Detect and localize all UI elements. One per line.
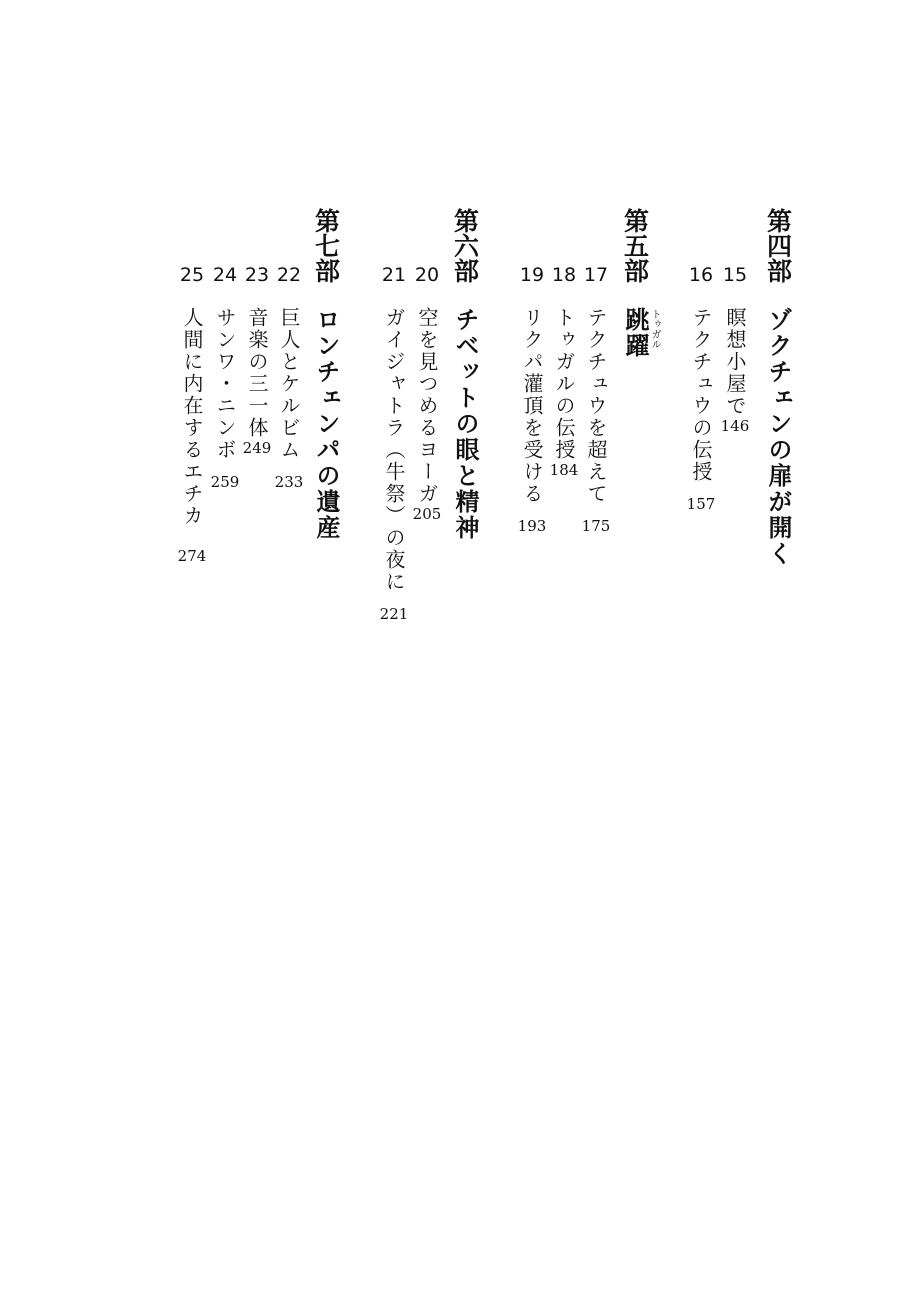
part-title: 跳躍 — [621, 307, 650, 359]
part-4-heading — [758, 208, 798, 567]
part-label: 第七部 — [311, 208, 341, 283]
page-number: 259 — [210, 473, 240, 491]
part-7-heading — [306, 208, 346, 541]
toc-entry[interactable] — [718, 266, 752, 434]
chapter-number: 19 — [519, 264, 545, 286]
part-title: ロンチェンパの遺産 — [312, 307, 341, 541]
toc-entry[interactable] — [208, 266, 242, 490]
part-6-heading — [445, 208, 485, 541]
chapter-number: 25 — [179, 264, 205, 286]
chapter-title: リクパ灌頂を受ける — [520, 307, 544, 505]
page-number: 205 — [412, 505, 442, 523]
page-number: 274 — [177, 547, 207, 565]
chapter-title: 空を見つめるヨーガ — [415, 307, 439, 505]
chapter-title: テクチュウを超えて — [584, 307, 608, 505]
chapter-number: 21 — [381, 264, 407, 286]
chapter-title: 巨人とケルビム — [277, 307, 301, 461]
chapter-number: 15 — [722, 264, 748, 286]
chapter-title: 人間に内在するエチカ — [180, 307, 204, 527]
chapter-title: サンワ・ニンボ — [213, 307, 237, 461]
part-title-with-ruby — [621, 307, 660, 363]
part-label: 第四部 — [763, 208, 793, 283]
chapter-title: ガイジャトラ（牛祭）の夜に — [382, 307, 406, 593]
chapter-title: テクチュウの伝授 — [689, 307, 713, 483]
chapter-title: トゥガルの伝授 — [552, 307, 576, 461]
toc-entry[interactable] — [175, 266, 209, 564]
toc-entry[interactable] — [240, 266, 274, 456]
page-number: 184 — [549, 461, 579, 479]
part-5-heading — [615, 208, 660, 363]
chapter-title: 音楽の三一体 — [245, 307, 269, 439]
chapter-number: 24 — [212, 264, 238, 286]
chapter-number: 22 — [276, 264, 302, 286]
chapter-number: 18 — [551, 264, 577, 286]
chapter-title: 瞑想小屋で — [723, 307, 747, 417]
toc-entry[interactable] — [546, 266, 582, 478]
toc-entry[interactable] — [514, 266, 550, 534]
toc-entry[interactable] — [272, 266, 306, 490]
chapter-number: 17 — [583, 264, 609, 286]
part-title: ゾクチェンの扉が開く — [764, 307, 793, 567]
chapter-number: 20 — [414, 264, 440, 286]
toc-entry[interactable] — [410, 266, 444, 522]
toc-entry[interactable] — [684, 266, 718, 512]
chapter-number: 23 — [244, 264, 270, 286]
page-number: 233 — [274, 473, 304, 491]
part-label: 第六部 — [450, 208, 480, 283]
toc-entry[interactable] — [377, 266, 411, 622]
part-label: 第五部 — [620, 208, 650, 283]
page-number: 175 — [581, 517, 611, 535]
part-title: チベットの眼と精神 — [451, 307, 480, 541]
page-number: 193 — [517, 517, 547, 535]
ruby-reading: トゥガル — [649, 309, 660, 349]
page-number: 157 — [686, 495, 716, 513]
page-number: 249 — [242, 439, 272, 457]
page-number: 146 — [720, 417, 750, 435]
toc-entry[interactable] — [578, 266, 614, 534]
page-number: 221 — [379, 605, 409, 623]
chapter-number: 16 — [688, 264, 714, 286]
